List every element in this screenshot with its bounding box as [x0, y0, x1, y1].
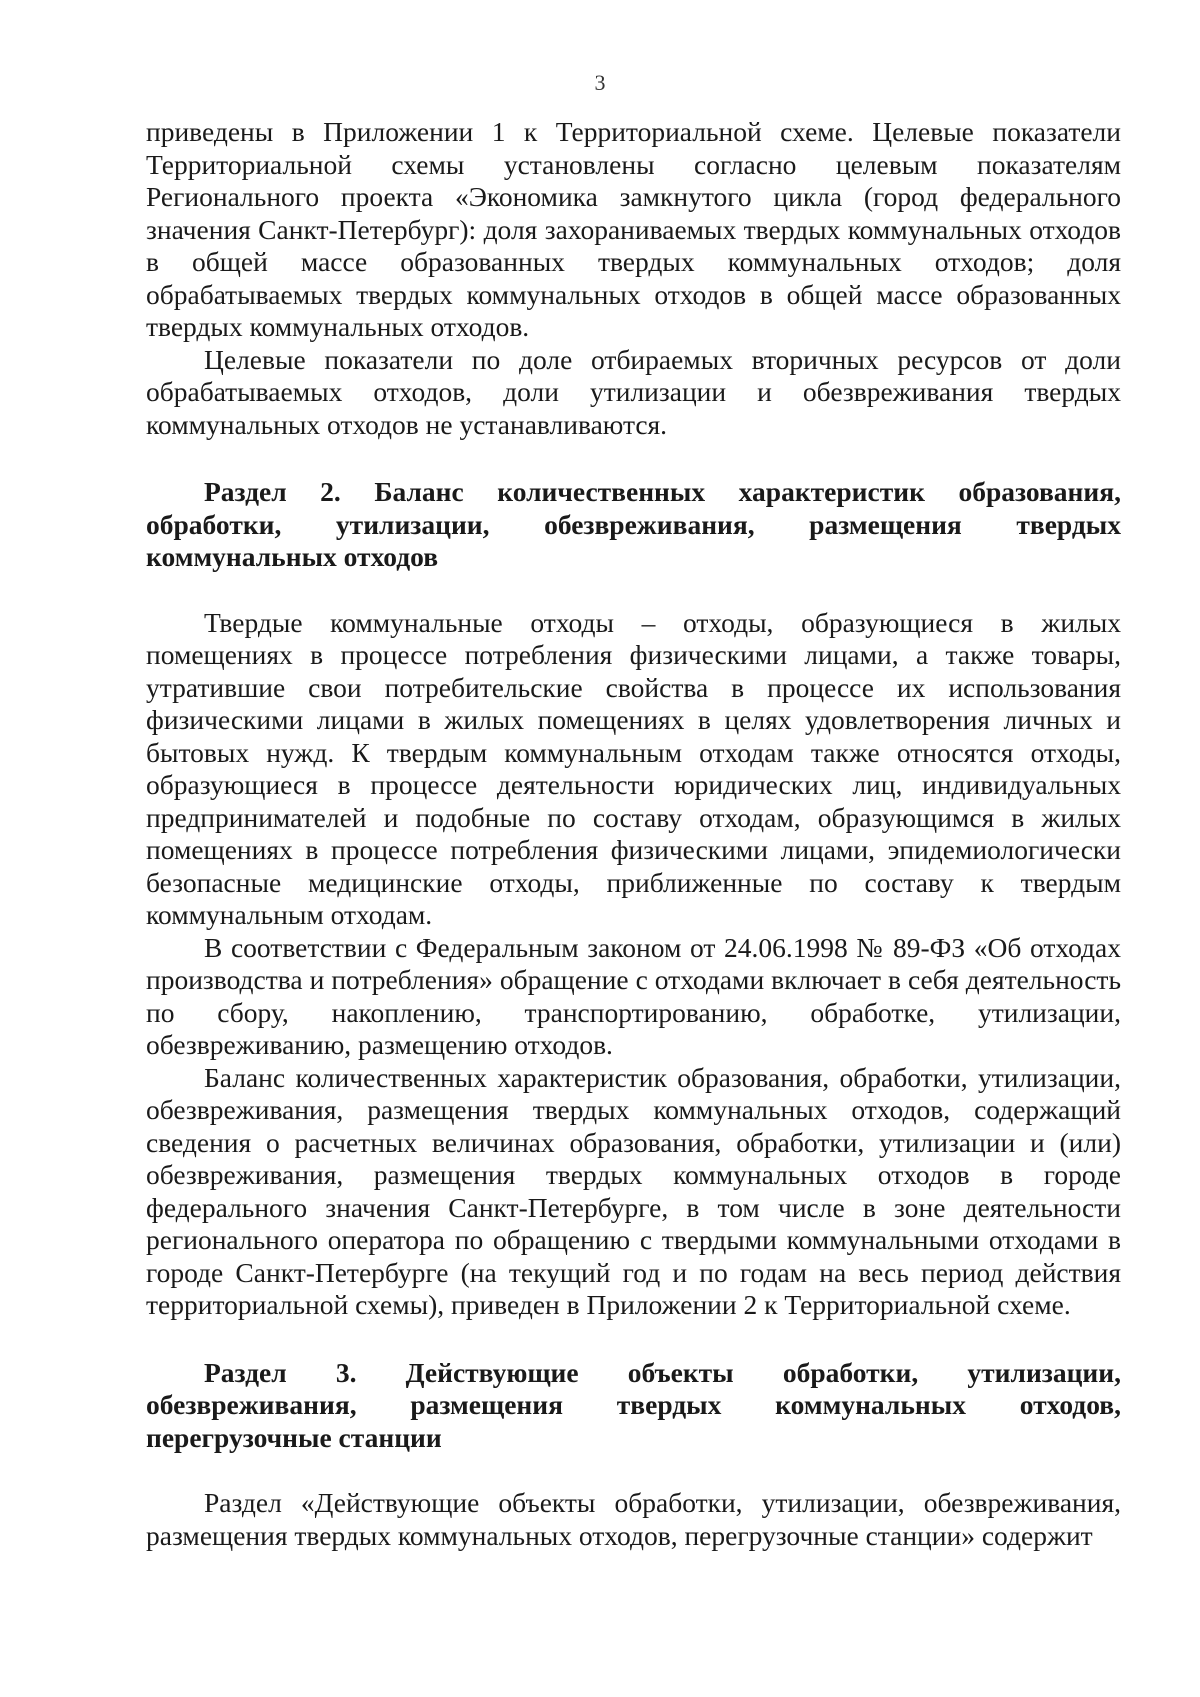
section-2-heading: Раздел 2. Баланс количественных характеристик образования, обработки, утилизации, обезвреживания, размещения твердых коммунальных отходов	[146, 476, 1121, 572]
paragraph-secondary-resources: Целевые показатели по доле отбираемых вторичных ресурсов от доли обрабатываемых отходов, доли утилизации и обезвреживания твердых коммунальных отходов не устанавливаются.	[146, 343, 1121, 440]
document-body	[146, 116, 1121, 1552]
page-number: 3	[594, 70, 606, 95]
paragraph-balance: Баланс количественных характеристик образования, обработки, утилизации, обезвреживания, размещения твердых коммунальных отходов, содержащий сведения о расчетных величинах образования, обработки, утилизации и (или) обезвреживания, размещения твердых коммунальных отходов в городе федерального значения Санкт-Петербурге, в том числе в зоне деятельности регионального оператора по обращению с твердыми коммунальными отходами в городе Санкт-Петербурге (на текущий год и по годам на весь период действия территориальной схемы), приведен в Приложении 2 к Территориальной схеме.	[146, 1061, 1121, 1320]
paragraph-msw-definition: Твердые коммунальные отходы – отходы, образующиеся в жилых помещениях в процессе потребления физическими лицами, а также товары, утратившие свои потребительские свойства в процессе их использования физическими лицами в жилых помещениях в целях удовлетворения личных и бытовых нужд. К твердым коммунальным отходам также относятся отходы, образующиеся в процессе деятельности юридических лиц, индивидуальных предпринимателей и подобные по составу отходам, образующимся в жилых помещениях в процессе потребления физическими лицами, эпидемиологически безопасные медицинские отходы, приближенные по составу к твердым коммунальным отходам.	[146, 606, 1121, 930]
paragraph-targets-continued: приведены в Приложении 1 к Территориальной схеме. Целевые показатели Территориальной схемы установлены согласно целевым показателям Регионального проекта «Экономика замкнутого цикла (город федерального значения Санкт-Петербург): доля захораниваемых твердых коммунальных отходов в общей массе образованных твердых коммунальных отходов; доля обрабатываемых твердых коммунальных отходов в общей массе образованных твердых коммунальных отходов.	[146, 116, 1121, 342]
paragraph-federal-law: В соответствии с Федеральным законом от 24.06.1998 № 89-ФЗ «Об отходах производства и потребления» обращение с отходами включает в себя деятельность по сбору, накоплению, транспортированию, обработке, утилизации, обезвреживанию, размещению отходов.	[146, 931, 1121, 1060]
paragraph-section-3-intro: Раздел «Действующие объекты обработки, утилизации, обезвреживания, размещения твердых коммунальных отходов, перегрузочные станции» содержит	[146, 1487, 1121, 1551]
section-3-heading: Раздел 3. Действующие объекты обработки, утилизации, обезвреживания, размещения твердых коммунальных отходов, перегрузочные станции	[146, 1356, 1121, 1453]
